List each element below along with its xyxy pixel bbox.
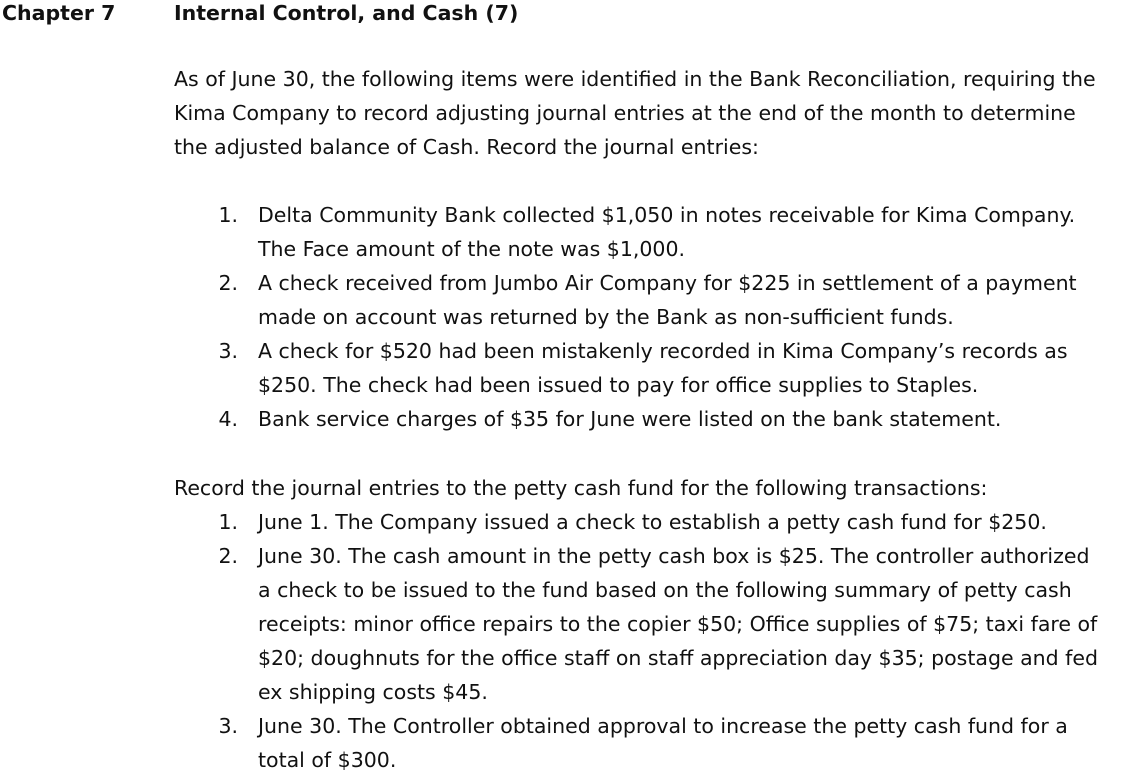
- list-item-text: Bank service charges of $35 for June were listed on the bank statement.: [258, 407, 1002, 431]
- list-item-text: Delta Community Bank collected $1,050 in notes receivable for Kima Company. The Face amount of the note was $1,000.: [258, 203, 1076, 261]
- bank-reconciliation-intro: As of June 30, the following items were identified in the Bank Reconciliation, requiring the Kima Company to record adjusting journal entries at the end of the month to determine the adjusted balance of Cash. Record the journal entries:: [174, 67, 1096, 159]
- bank-reconciliation-list: [174, 198, 1104, 436]
- list-item-number: 4.: [218, 407, 238, 431]
- list-item: [174, 505, 1104, 539]
- list-item-number: 2.: [218, 544, 238, 568]
- list-item: [174, 266, 1104, 334]
- list-item-text: June 30. The Controller obtained approval to increase the petty cash fund for a total of $300.: [258, 714, 1068, 772]
- list-item-text: A check for $520 had been mistakenly recorded in Kima Company’s records as $250. The check had been issued to pay for office supplies to Staples.: [258, 339, 1068, 397]
- petty-cash-intro: Record the journal entries to the petty cash fund for the following transactions:: [174, 476, 988, 500]
- list-item-number: 1.: [218, 510, 238, 534]
- list-item-number: 2.: [218, 271, 238, 295]
- chapter-label: Chapter 7: [2, 1, 116, 25]
- list-item-number: 1.: [218, 203, 238, 227]
- list-item: [174, 198, 1104, 266]
- list-item-text: June 1. The Company issued a check to establish a petty cash fund for $250.: [258, 510, 1047, 534]
- list-item: [174, 402, 1104, 436]
- list-item: [174, 539, 1104, 709]
- document-title: Internal Control, and Cash (7): [174, 1, 519, 25]
- list-item: [174, 709, 1104, 777]
- petty-cash-list: [174, 505, 1104, 777]
- list-item-number: 3.: [218, 339, 238, 363]
- list-item: [174, 334, 1104, 402]
- list-item-number: 3.: [218, 714, 238, 738]
- document-header: [0, 0, 1138, 34]
- list-item-text: A check received from Jumbo Air Company for $225 in settlement of a payment made on account was returned by the Bank as non-sufficient funds.: [258, 271, 1077, 329]
- list-item-text: June 30. The cash amount in the petty cash box is $25. The controller authorized a check to be issued to the fund based on the following summary of petty cash receipts: minor office repairs to the copier $50; Office supplies of $75; taxi fare of $20; doughnuts for the office staff on staff appreciation day $35; postage and fed ex shipping costs $45.: [258, 544, 1099, 704]
